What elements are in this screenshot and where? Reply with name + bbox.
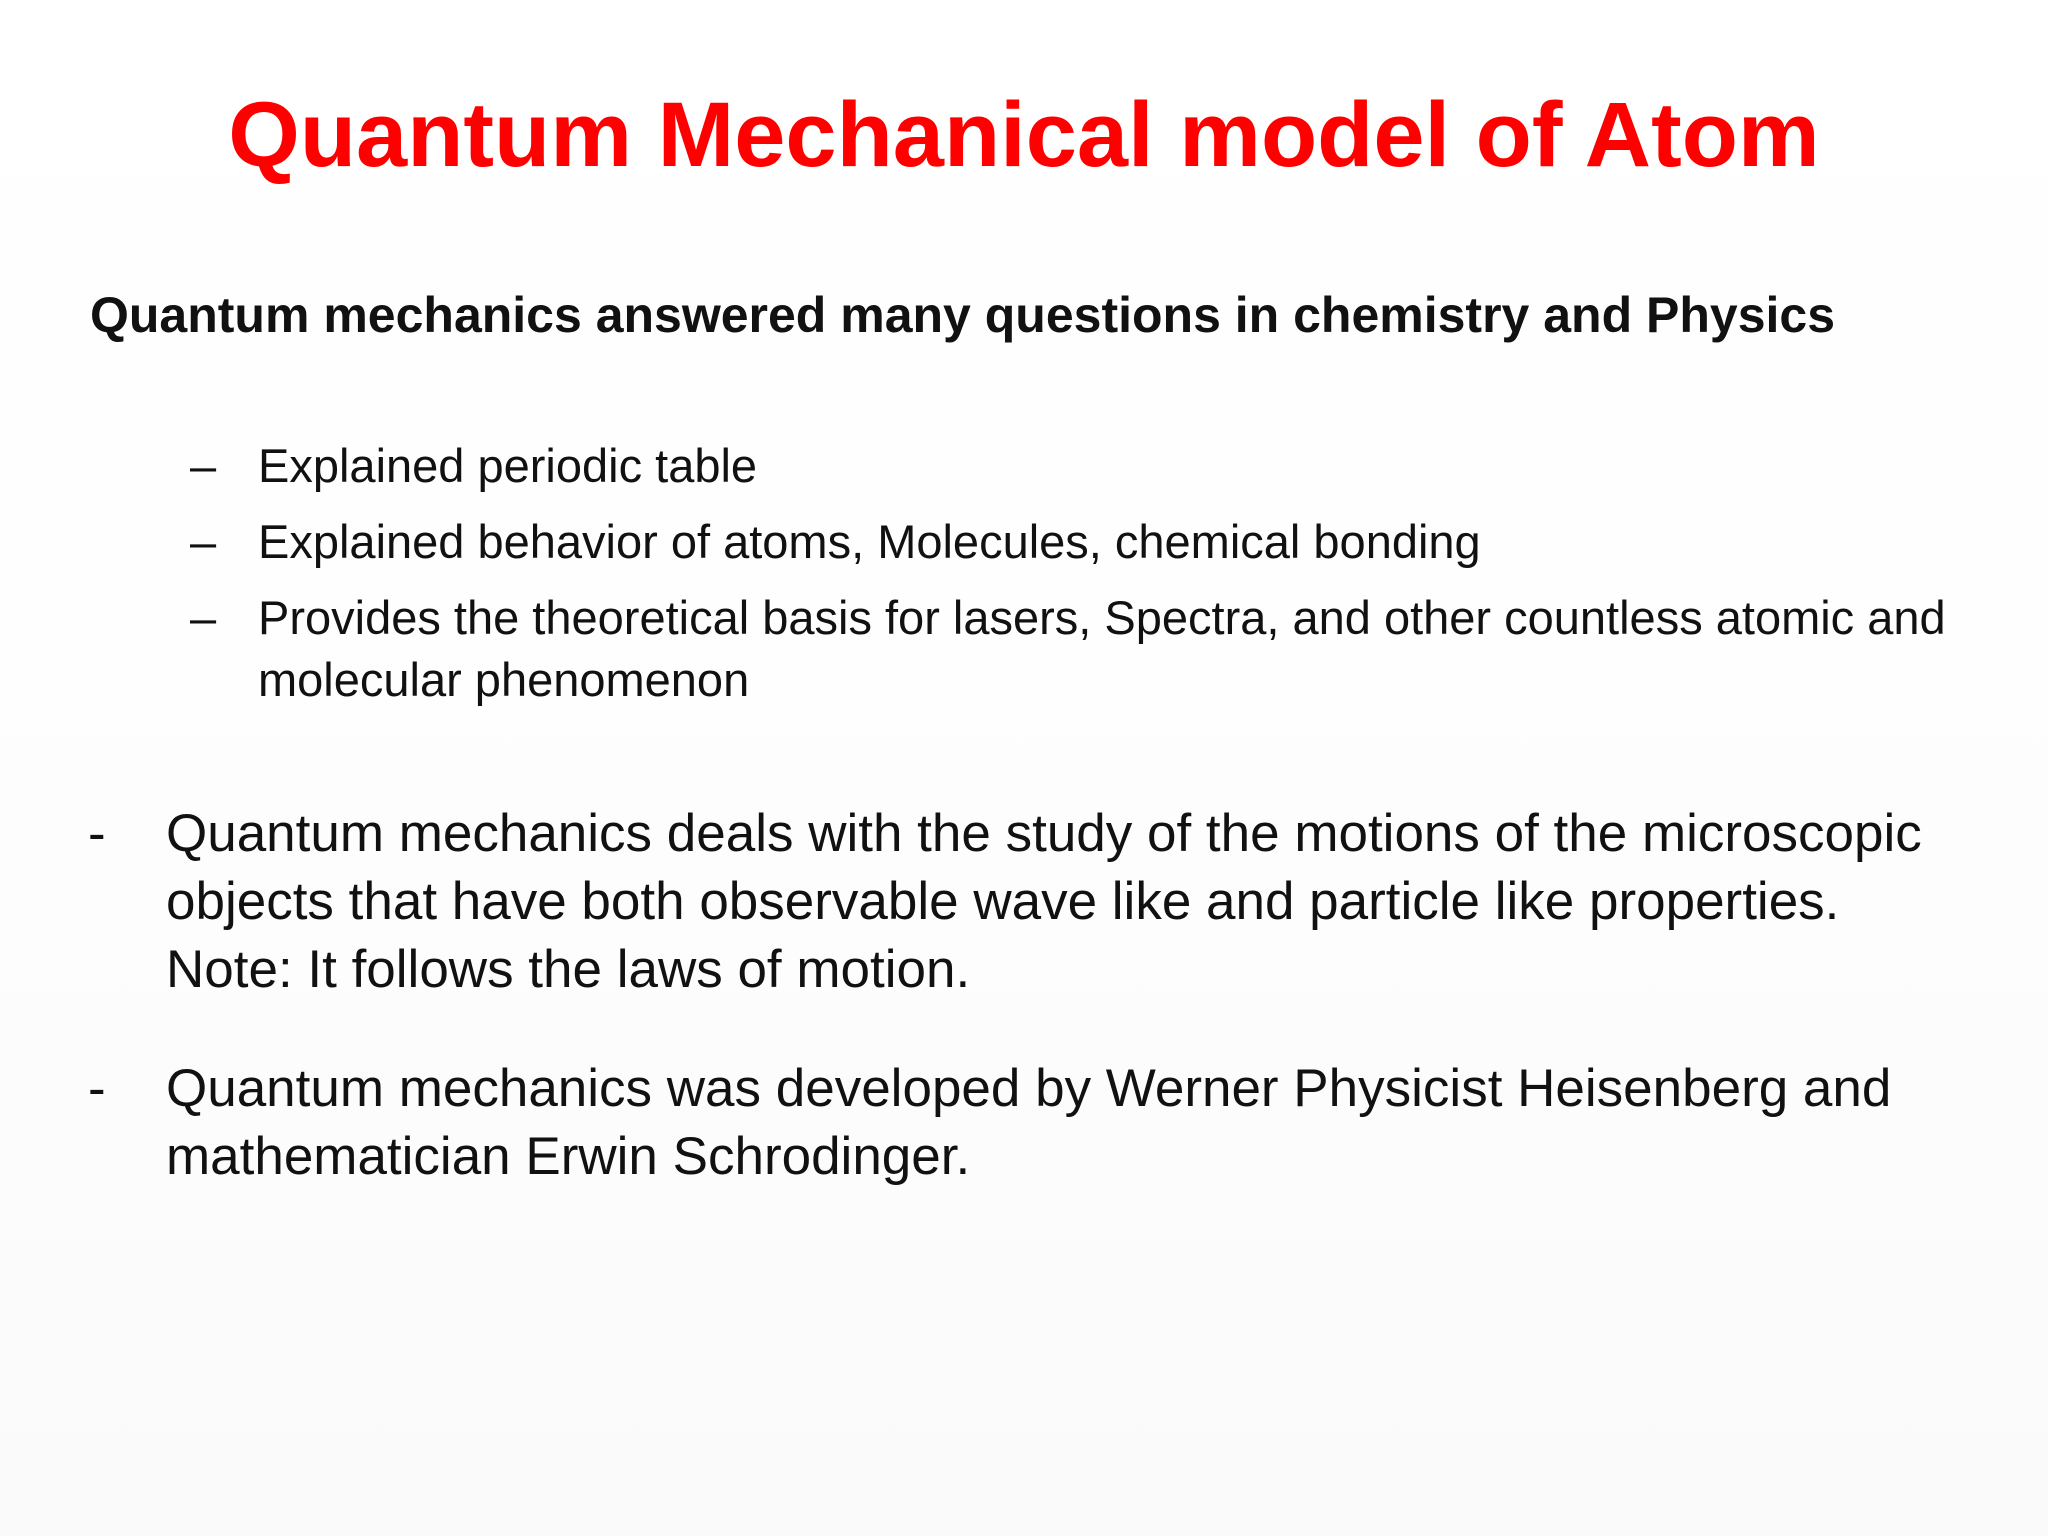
- main-bullet-text: Quantum mechanics was developed by Werner Physicist Heisenberg and mathematician Erwin Schrodinger.: [166, 1059, 1892, 1186]
- sub-bullet-list: [190, 435, 1970, 725]
- main-bullet-item: [88, 800, 1968, 1004]
- hyphen-marker: -: [88, 804, 106, 863]
- sub-bullet-item: [190, 435, 1970, 497]
- sub-bullet-item: [190, 587, 1970, 711]
- dash-marker: –: [190, 591, 217, 644]
- main-bullet-list: [88, 800, 1968, 1004]
- slide-title: Quantum Mechanical model of Atom: [228, 84, 1820, 186]
- main-bullet-item: [88, 1055, 1968, 1191]
- main-bullet-text: Quantum mechanics deals with the study of the motions of the microscopic objects that have both observable wave like and particle like properties. Note: It follows the laws of motion.: [166, 804, 1922, 999]
- main-bullet-list: [88, 1055, 1968, 1191]
- slide-subtitle: Quantum mechanics answered many questions in chemistry and Physics: [90, 287, 1836, 343]
- dash-marker: –: [190, 515, 217, 568]
- sub-bullet-text: Explained periodic table: [258, 439, 758, 492]
- dash-marker: –: [190, 439, 217, 492]
- sub-bullet-text: Explained behavior of atoms, Molecules, chemical bonding: [258, 515, 1481, 568]
- sub-bullet-item: [190, 511, 1970, 573]
- hyphen-marker: -: [88, 1059, 106, 1118]
- sub-bullet-text: Provides the theoretical basis for lasers, Spectra, and other countless atomic and molecular phenomenon: [258, 591, 1946, 706]
